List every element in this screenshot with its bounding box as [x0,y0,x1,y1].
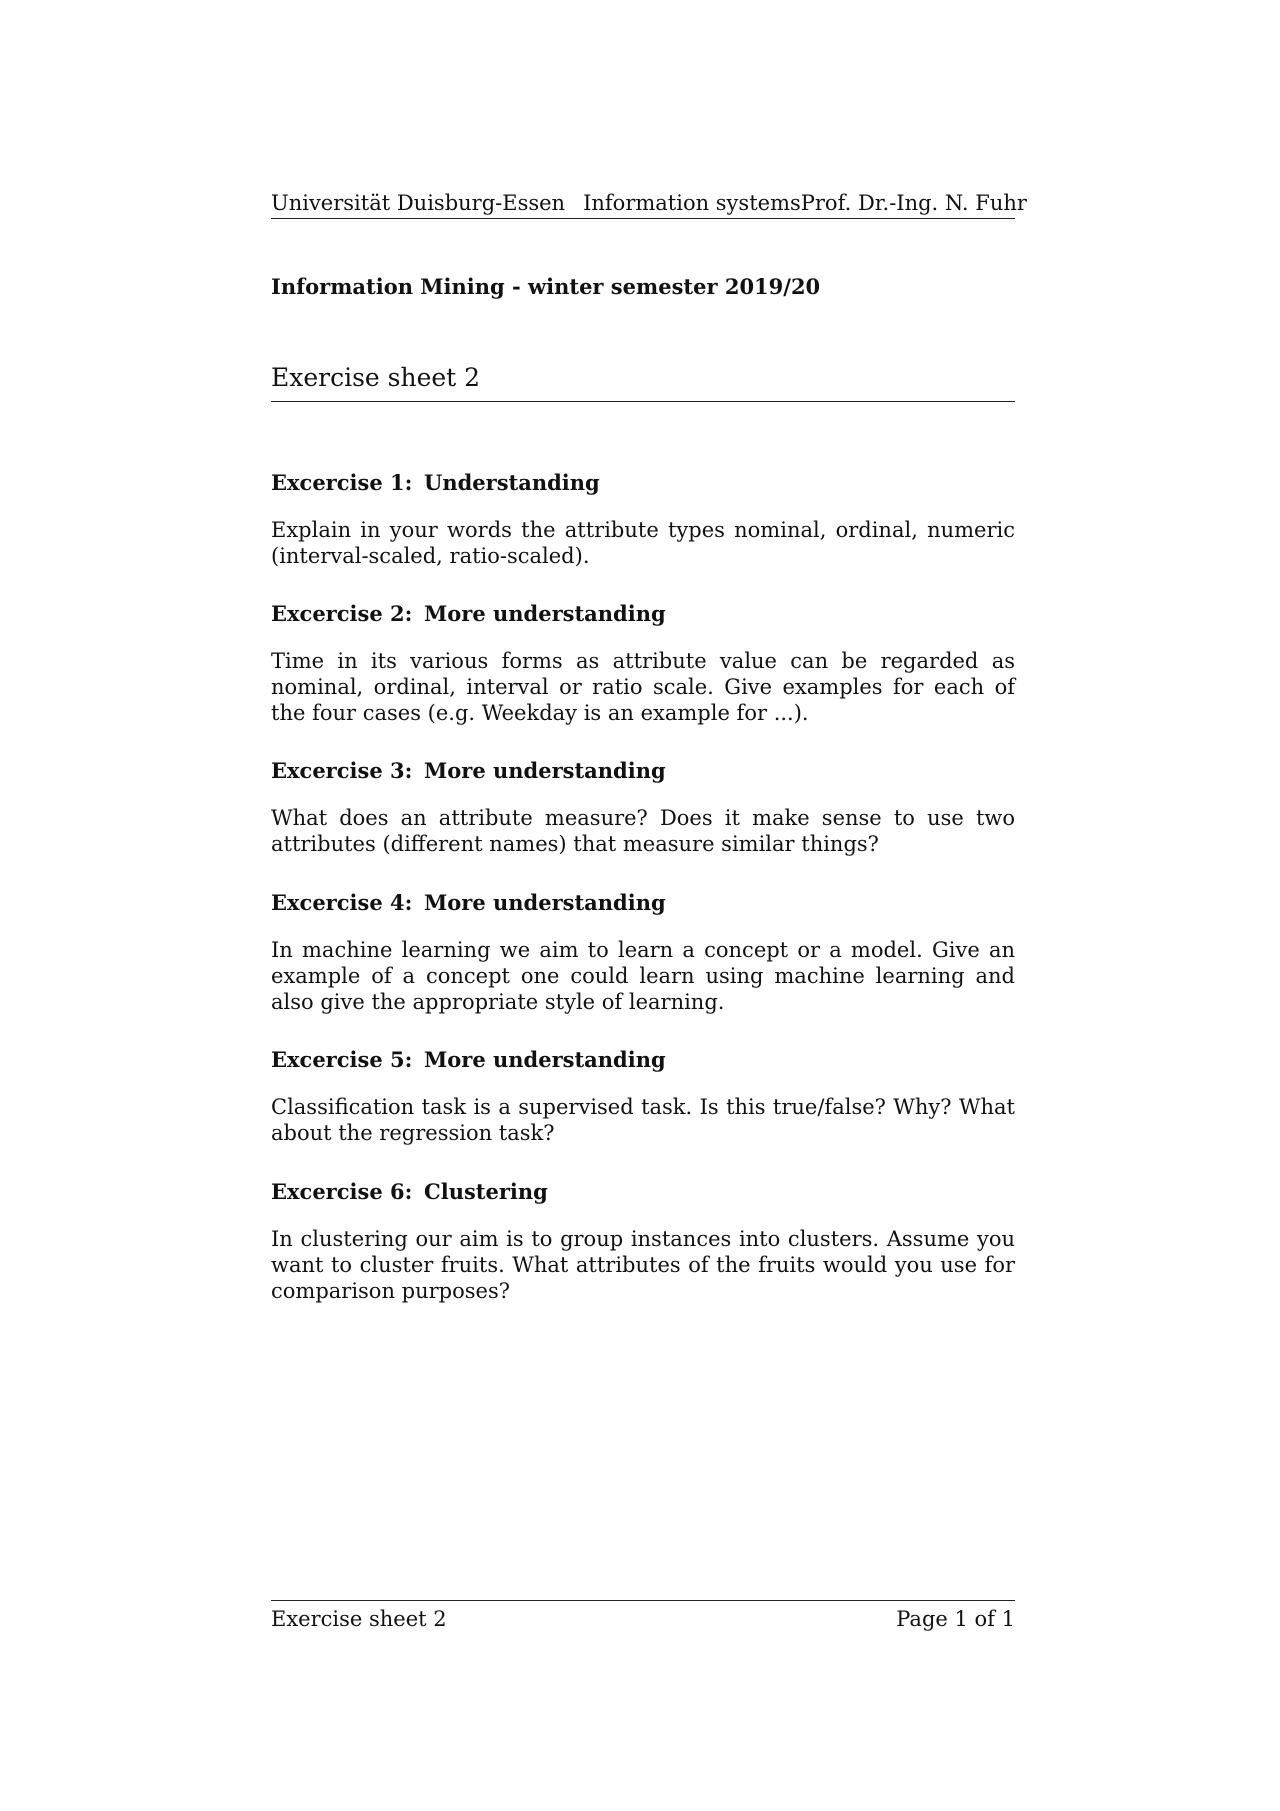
exercise-number: Excercise 2: [271,601,413,626]
page-number: Page 1 of 1 [896,1607,1015,1631]
exercise-3 [271,758,1015,857]
footer-sheet-label: Exercise sheet 2 [271,1607,447,1631]
exercise-number: Excercise 3: [271,758,413,783]
course-title: Information Mining - winter semester 2019/20 [271,274,821,299]
exercise-title: More understanding [424,758,666,783]
exercise-text: Time in its various forms as attribute value can be regarded as nominal, ordinal, interval or ratio scale. Give examples for each of the four cases (e.g. Weekday is an example for ...). [271,649,1015,725]
exercise-text: In clustering our aim is to group instances into clusters. Assume you want to cluster fruits. What attributes of the fruits would you use for comparison purposes? [271,1227,1015,1303]
exercise-2 [271,601,1015,726]
exercise-heading [271,1179,1015,1204]
exercise-title: Clustering [424,1179,548,1204]
exercise-title: More understanding [424,890,666,915]
exercise-title: More understanding [424,601,666,626]
exercise-6 [271,1179,1015,1304]
exercise-heading [271,470,1015,495]
exercise-text: What does an attribute measure? Does it make sense to use two attributes (different names) that measure similar things? [271,806,1015,856]
header-department: Information systems [583,191,801,215]
exercise-heading [271,890,1015,915]
exercise-number: Excercise 5: [271,1047,413,1072]
exercise-number: Excercise 4: [271,890,413,915]
exercise-heading [271,1047,1015,1072]
header-professor: Prof. Dr.-Ing. N. Fuhr [800,191,1027,215]
exercise-text: Classification task is a supervised task. Is this true/false? Why? What about the regression task? [271,1095,1015,1145]
exercise-heading [271,758,1015,783]
sheet-title: Exercise sheet 2 [271,363,1015,402]
exercise-number: Excercise 6: [271,1179,413,1204]
document-page [271,0,1027,1811]
exercise-heading [271,601,1015,626]
exercise-text: In machine learning we aim to learn a concept or a model. Give an example of a concept one could learn using machine learning and also give the appropriate style of learning. [271,938,1015,1014]
exercise-4 [271,890,1015,1015]
page-footer [271,1600,1015,1631]
exercise-title: Understanding [424,470,600,495]
exercise-text: Explain in your words the attribute types nominal, ordinal, numeric (interval-scaled, ratio-scaled). [271,518,1015,568]
exercise-number: Excercise 1: [271,470,413,495]
exercise-1 [271,470,1015,569]
exercise-title: More understanding [424,1047,666,1072]
page-header [271,191,1027,219]
exercise-5 [271,1047,1015,1146]
header-university: Universität Duisburg-Essen [271,191,566,215]
